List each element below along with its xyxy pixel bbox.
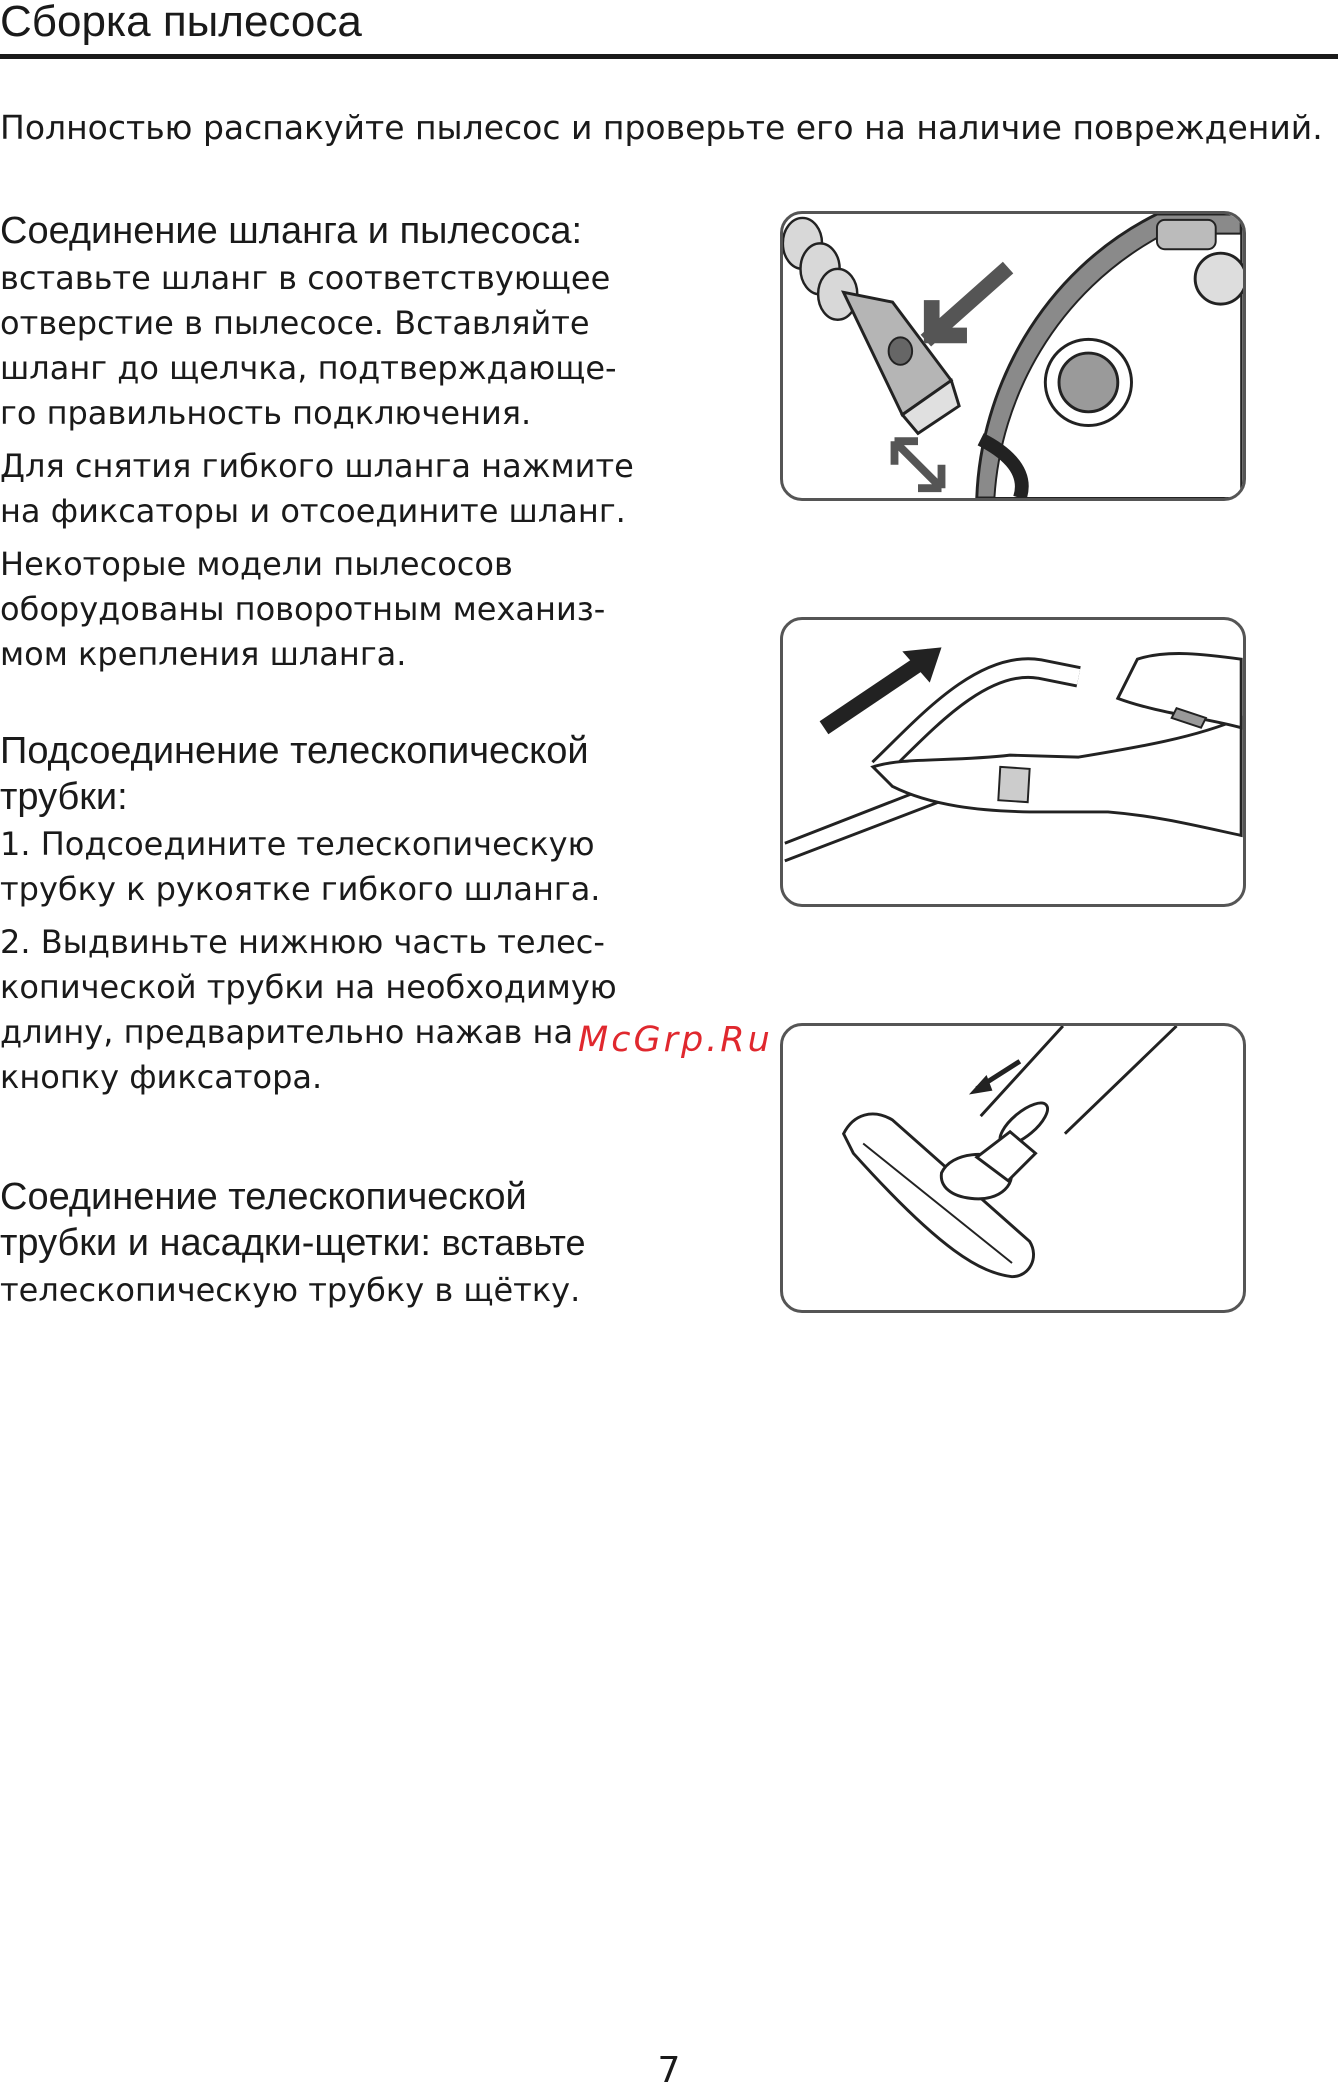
hose-connection-icon xyxy=(783,214,1243,498)
page-title: Сборка пылесоса xyxy=(0,0,362,46)
section-paragraph: 2. Выдвиньте нижнюю часть телес- копической трубки на необходимую длину, предварительно нажав на кнопку фиксатора. xyxy=(0,923,617,1096)
section-paragraph: Для снятия гибкого шланга нажмите на фиксаторы и отсоедините шланг. xyxy=(0,447,634,530)
section-telescopic-tube xyxy=(0,728,660,1108)
section-heading xyxy=(0,1174,660,1266)
hose-connection-illustration xyxy=(780,211,1246,501)
section-paragraph: телескопическую трубку в щётку. xyxy=(0,1271,581,1309)
brush-nozzle-icon xyxy=(783,1026,1243,1310)
page-number: 7 xyxy=(657,2050,681,2091)
section-hose-connection xyxy=(0,208,660,685)
section-heading: Соединение шланга и пылесоса: xyxy=(0,210,583,252)
title-divider xyxy=(0,54,1338,59)
telescopic-tube-icon xyxy=(783,620,1243,904)
section-paragraph: вставьте шланг в соответствующее отверстие в пылесосе. Вставляйте шланг до щелчка, подтверждающе- го правильность подключения. xyxy=(0,259,617,432)
intro-text: Полностью распакуйте пылесос и проверьте его на наличие повреждений. xyxy=(0,108,1323,147)
telescopic-tube-illustration xyxy=(780,617,1246,907)
watermark: McGrp.Ru xyxy=(578,1020,773,1060)
heading-text: Соединение телескопической трубки и насадки-щетки: xyxy=(0,1176,527,1264)
section-paragraph: Некоторые модели пылесосов оборудованы поворотным механиз- мом крепления шланга. xyxy=(0,545,606,673)
section-brush-nozzle xyxy=(0,1174,660,1321)
section-paragraph: 1. Подсоедините телескопическую трубку к рукоятке гибкого шланга. xyxy=(0,825,601,908)
brush-nozzle-illustration xyxy=(780,1023,1246,1313)
heading-tail: вставьте xyxy=(441,1222,586,1263)
section-heading: Подсоединение телескопической трубки: xyxy=(0,730,589,818)
